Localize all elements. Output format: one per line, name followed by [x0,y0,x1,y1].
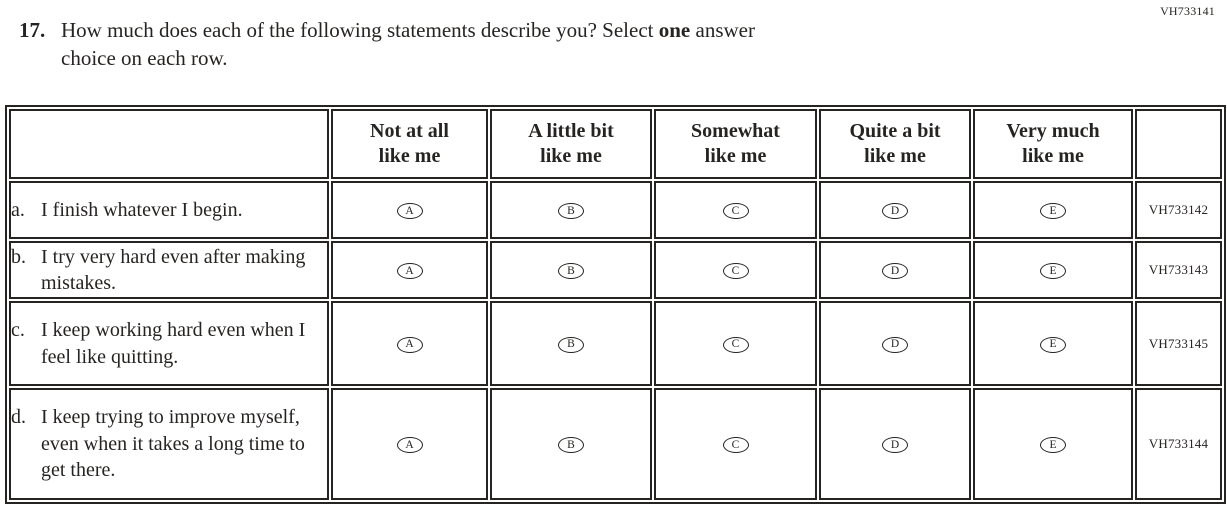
option-cell [973,241,1133,299]
question-block [19,17,755,72]
header-somewhat [654,109,817,179]
answer-bubble-a-B[interactable]: B [558,203,584,219]
header-line: Quite a bit [849,120,941,142]
option-cell [819,241,971,299]
option-cell [819,301,971,386]
answer-bubble-a-D[interactable]: D [882,203,908,219]
option-cell [490,388,652,500]
header-line: Very much [1006,120,1100,142]
table-row-a [9,181,1222,239]
answer-grid [5,105,1226,504]
answer-bubble-d-A[interactable]: A [397,437,423,453]
option-cell [973,388,1133,500]
header-line: A little bit [528,120,614,142]
row-letter: a. [11,198,25,221]
header-a-little-bit [490,109,652,179]
option-cell [819,181,971,239]
option-cell [654,301,817,386]
header-line: like me [540,145,602,167]
statement-text: I keep working hard even when I feel like quitting. [41,319,306,368]
option-cell [331,301,488,386]
row-item-code: VH733144 [1135,388,1222,500]
row-letter: d. [11,406,26,429]
row-item-code: VH733143 [1135,241,1222,299]
option-cell [490,241,652,299]
option-cell [973,301,1133,386]
answer-bubble-c-B[interactable]: B [558,337,584,353]
answer-bubble-b-B[interactable]: B [558,263,584,279]
answer-bubble-b-D[interactable]: D [882,263,908,279]
table-row-c [9,301,1222,386]
answer-bubble-a-E[interactable]: E [1040,203,1066,219]
question-text-part1: How much does each of the following statements describe you? Select [61,18,659,42]
header-statement-empty [9,109,329,179]
answer-bubble-c-D[interactable]: D [882,337,908,353]
statement-cell [9,388,329,500]
option-cell [654,181,817,239]
header-very-much [973,109,1133,179]
header-line: like me [1022,145,1084,167]
answer-bubble-b-E[interactable]: E [1040,263,1066,279]
question-text-part2: answer [690,18,755,42]
statement-text: I finish whatever I begin. [41,198,243,221]
answer-bubble-c-A[interactable]: A [397,337,423,353]
option-cell [654,388,817,500]
statement-text: I keep trying to improve myself, even when it takes a long time to get there. [41,406,305,482]
table-row-b [9,241,1222,299]
option-cell [331,181,488,239]
answer-bubble-a-A[interactable]: A [397,203,423,219]
header-line: like me [864,145,926,167]
header-code-empty [1135,109,1222,179]
row-item-code: VH733142 [1135,181,1222,239]
page-item-code: VH733141 [1160,4,1215,18]
header-row [9,109,1222,179]
answer-bubble-a-C[interactable]: C [723,203,749,219]
question-text-bold: one [658,18,691,42]
question-text-line2: choice on each row. [61,45,228,70]
table-row-d [9,388,1222,500]
header-line: like me [704,145,767,167]
option-cell [490,301,652,386]
row-item-code: VH733145 [1135,301,1222,386]
row-letter: b. [11,245,26,268]
answer-bubble-c-C[interactable]: C [723,337,749,353]
option-cell [331,241,488,299]
option-cell [331,388,488,500]
option-cell [654,241,817,299]
statement-cell [9,181,329,239]
statement-cell [9,301,329,386]
statement-cell [9,241,329,299]
header-line: Somewhat [691,120,780,142]
answer-bubble-d-D[interactable]: D [882,437,908,453]
answer-bubble-d-E[interactable]: E [1040,437,1066,453]
answer-bubble-d-B[interactable]: B [558,437,584,453]
answer-bubble-b-C[interactable]: C [723,263,749,279]
answer-bubble-b-A[interactable]: A [397,263,423,279]
row-letter: c. [11,319,25,342]
statement-text: I try very hard even after making mistakes. [41,245,306,294]
option-cell [973,181,1133,239]
option-cell [819,388,971,500]
question-number: 17. [19,18,46,42]
question-text [61,17,755,72]
answer-bubble-c-E[interactable]: E [1040,337,1066,353]
option-cell [490,181,652,239]
header-line: like me [378,145,441,167]
header-not-at-all [331,109,488,179]
header-line: Not at all [370,120,449,142]
header-quite-a-bit [819,109,971,179]
answer-bubble-d-C[interactable]: C [723,437,749,453]
